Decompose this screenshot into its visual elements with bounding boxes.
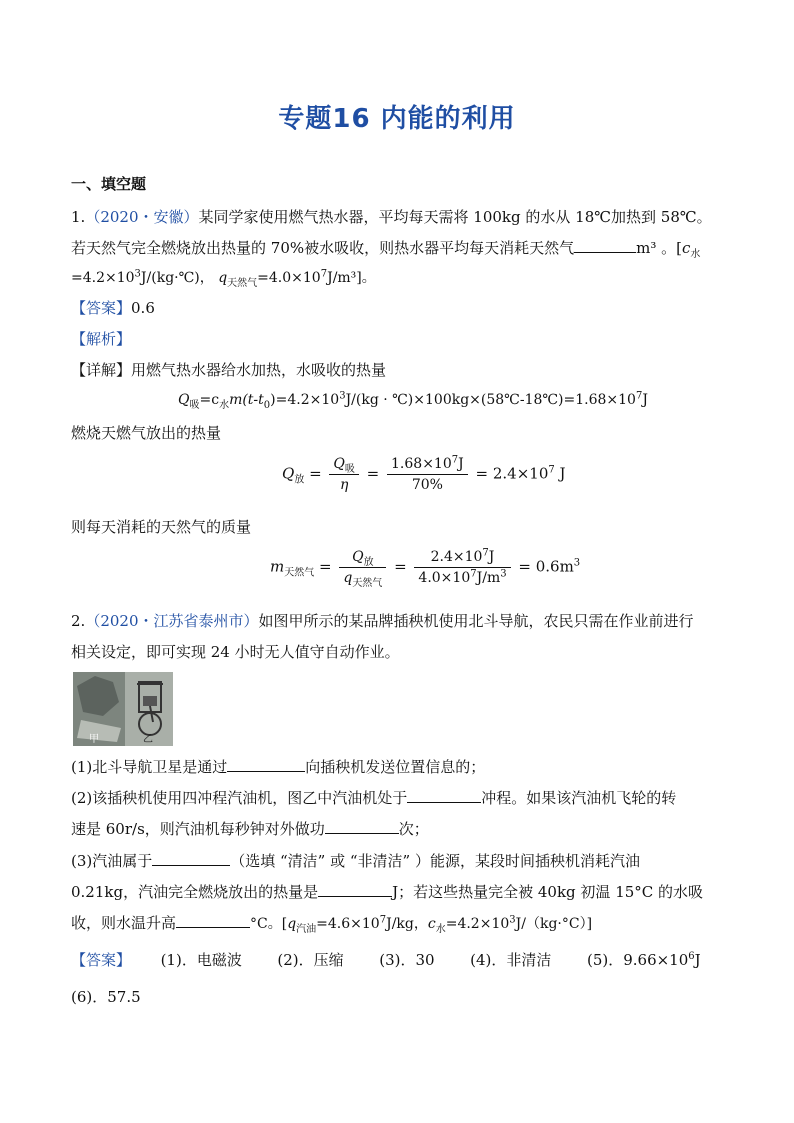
q1-equation-2: $Q_放$ = $\frac{Q_吸}{\eta}$ = $\frac{1.68\times 10^7J}{70\%}$ = $2.4\times 10^7$ J [282,454,566,493]
q2-answer [71,950,701,970]
answer-item: (5)．$9.66\times 10^6J$ [586,951,701,969]
q2-line-2: 相关设定，即可实现 24 小时无人值守自动作业。 [71,643,400,661]
answer-item: (2)．压缩 [277,951,344,969]
q2-source: 2020・江苏省泰州市 [100,612,244,630]
fraction: $\frac{Q_放}{q_{天然气}}$ [339,549,386,586]
page-title: 专题16 内能的利用 [278,104,516,134]
q2-part-3b: 0.21kg，汽油完全燃烧放出的热量是 J；若这些热量完全被 40kg 初温 15°C 的水吸 [71,883,704,901]
q2-blank-5[interactable] [318,882,392,897]
answer-label: 【答案】 [71,951,132,969]
answer-item: (4)．非清洁 [470,951,552,969]
q1-blank[interactable] [574,238,636,253]
q1-burn-line: 燃烧天燃气放出的热量 [71,424,222,442]
fraction: $\frac{Q_吸}{\eta}$ [329,456,358,493]
q1-number: 1. [71,208,86,226]
figure-tractor-engine [73,672,173,746]
answer-item: (1)．电磁波 [160,951,242,969]
q2-blank-4[interactable] [152,851,230,866]
q2-part-3c: 收，则水温升高 °C。[$q_{汽油}=4.6\times 10^7J/kg$，$c_水=4.2\times 10^3J/(kg\cdot^\circ C)$] [71,914,593,935]
q2-blank-6[interactable] [176,913,250,928]
q2-answer-cont [71,987,141,1007]
figure-label-a: 甲 [89,734,99,745]
q1-detail: 【详解】用燃气热水器给水加热，水吸收的热量 [71,361,387,379]
answer-label: 【答案】 [71,299,132,317]
q1-mass-line: 则每天消耗的天然气的质量 [71,518,252,536]
q1-line-2: 若天然气完全燃烧放出热量的 70%被水吸收，则热水器平均每天消耗天然气 m³ 。[$c_水$ [71,239,701,260]
tractor-engine-illustration [73,672,173,746]
q1-equation-3: $m_{天然气}$ = $\frac{Q_放}{q_{天然气}}$ = $\frac{2.4\times 10^7J}{4.0\times 10^7J/m^3}$ = $0.6m^3$ [270,547,581,589]
q2-part-2b: 速是 60r/s，则汽油机每秒钟对外做功 次； [71,820,429,838]
section-heading: 一、填空题 [71,175,147,193]
q2-part-2: (2)该插秧机使用四冲程汽油机，图乙中汽油机处于 冲程。如果该汽油机飞轮的转 [71,789,677,807]
q1-line-3: $=4.2\times 10^3J/(kg\cdot℃)$， $q_{天然气}=4.0\times 10^7J/m^3$]。 [71,268,376,289]
q2-blank-3[interactable] [325,819,399,834]
q1-line-1: 1.（2020・安徽）某同学家使用燃气热水器，平均每天需将 100kg 的水从 18℃加热到 58℃。 [71,208,712,226]
fraction: $\frac{2.4\times 10^7J}{4.0\times 10^7J/m^3}$ [414,549,510,586]
q2-blank-2[interactable] [407,788,481,803]
q1-answer: 【答案】0.6 [71,299,155,317]
figure-label-b: 乙 [143,734,153,745]
q1-equation-1: $Q_吸=c_水m(t-t_0)=4.2\times 10^3J/(kg$ · $℃)\times 100kg\times(58℃-18℃)=1.68\times 10^7J$ [178,390,648,411]
q1-analysis: 【解析】 [71,330,132,348]
fraction: $\frac{1.68\times 10^7J}{70\%}$ [387,456,468,493]
q2-number: 2. [71,612,86,630]
q2-part-1: (1)北斗导航卫星是通过 向插秧机发送位置信息的； [71,758,486,776]
q1-source: 2020・安徽 [100,208,184,226]
answer-item: (6)．57.5 [71,988,141,1006]
q2-part-3: (3)汽油属于 （选填 “清洁” 或 “非清洁” ）能源，某段时间插秧机消耗汽油 [71,852,640,870]
answer-item: (3)．30 [379,951,435,969]
q2-line-1: 2.（2020・江苏省泰州市）如图甲所示的某品牌插秧机使用北斗导航，农民只需在作业前进行 [71,612,694,630]
q2-blank-1[interactable] [227,757,305,772]
